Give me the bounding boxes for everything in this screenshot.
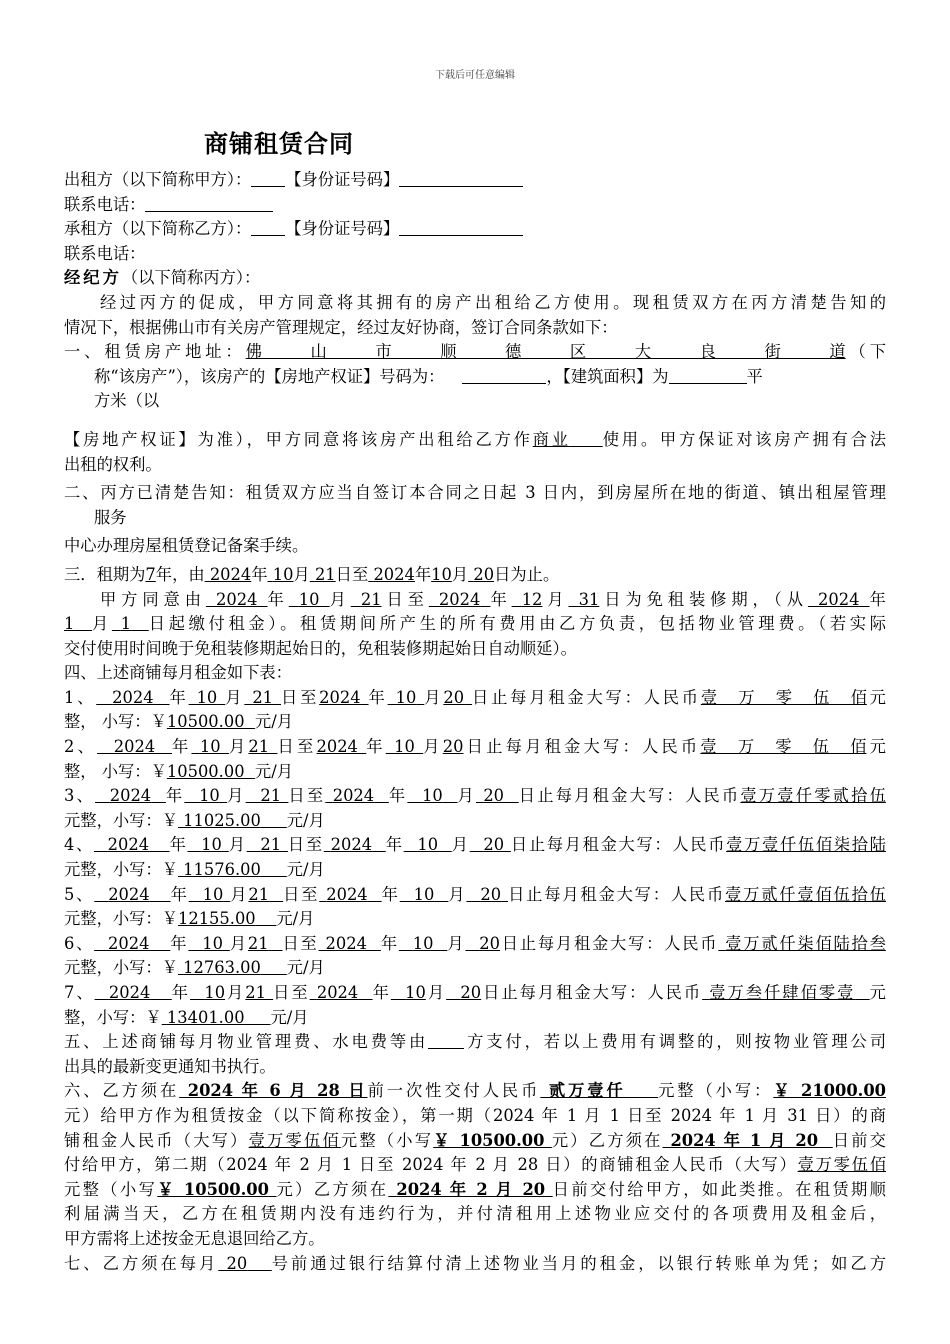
text: 元 — [866, 737, 886, 757]
rent-amount-figure: 10500.00 — [166, 712, 245, 732]
clause-5-line-1 — [64, 1030, 886, 1055]
text: 年 — [267, 589, 289, 609]
text: 日至 — [277, 737, 317, 757]
text: 元 — [869, 983, 886, 1002]
text: 年 — [171, 737, 192, 757]
text: 月 — [424, 687, 444, 707]
text: 月 — [227, 786, 246, 806]
clause-1-line-2 — [64, 365, 886, 390]
value: 2024 年 2 月 20 — [396, 1179, 546, 1199]
text: 经纪方 — [64, 268, 122, 288]
text: 日为免租装修期，（从 — [599, 589, 808, 609]
text: 三．租期为 — [64, 564, 146, 584]
text: 月 — [423, 737, 443, 757]
clause-3-line-3 — [64, 612, 886, 637]
rent-amount-figure: 10500.00 — [166, 761, 245, 781]
text: 日起缴付租金）。租赁期间所产生的所有费用由乙方负责，包括物业管理费。（若实际 — [148, 614, 886, 634]
text: 月 — [228, 737, 249, 757]
text: （下 — [845, 342, 886, 362]
value: 10 — [394, 737, 415, 757]
value: 2024 — [108, 933, 150, 953]
text: 月 — [229, 933, 248, 953]
text: 2、 — [64, 737, 98, 757]
value: 2024 年 1 月 20 — [670, 1130, 819, 1150]
text: 日为止。 — [494, 564, 560, 584]
text: 铺租金人民币（大写） — [64, 1130, 249, 1150]
text: 年 — [372, 983, 391, 1002]
text: 元整，小写：￥ — [64, 810, 178, 830]
value: 10 — [395, 687, 417, 707]
rent-amount-figure: 13401.00 — [166, 1007, 245, 1027]
value: 21 — [314, 564, 336, 584]
text: 年 — [165, 786, 185, 806]
rent-row-5 — [64, 883, 886, 908]
text: 日至 — [288, 786, 326, 806]
text: 月 — [329, 589, 351, 609]
value: 20 — [483, 835, 505, 855]
clause-2-line-3: 中心办理房屋租赁登记备案手续。 — [64, 536, 309, 556]
text: 年 — [368, 687, 388, 707]
text: 【房地产权证】为准），甲方同意将该房产出租给乙方作 — [64, 429, 533, 449]
clause-5-line-2: 出具的最新变更通知书执行。 — [64, 1056, 276, 1076]
value: 31 — [578, 589, 600, 609]
value: 壹万零伍佰 — [797, 1155, 886, 1175]
text: 号前通过银行结算付清上述物业当月的租金，以银行转账单为凭；如乙方 — [271, 1253, 886, 1273]
text: 元整（小写 — [340, 1130, 434, 1150]
value: 1 — [120, 614, 132, 634]
text: 日至 — [282, 933, 319, 953]
text: 日止每月租金大写：人民币 — [518, 786, 741, 806]
rent-row-7 — [64, 981, 886, 1006]
text: 日至 — [281, 687, 320, 707]
value: 20 — [473, 564, 495, 584]
text: 前一次性交付人民币 — [367, 1081, 541, 1101]
text: 日至 — [381, 589, 429, 609]
clause-2-line-2: 服务 — [94, 507, 127, 527]
value: ￥ 10500.00 — [157, 1179, 269, 1199]
text: 年 — [169, 687, 189, 707]
text: 元整，小写：￥ — [64, 860, 178, 880]
value: 2024 — [112, 687, 154, 707]
text: 称“该房产”），该房产的【房地产权证】号码为： — [94, 366, 445, 386]
text: 日至 — [287, 835, 324, 855]
value: 10 — [413, 884, 435, 904]
text: 【身份证号码】 — [285, 219, 400, 239]
clause-4-heading: 四、上述商铺每月租金如下表： — [64, 663, 292, 683]
value: 7 — [145, 564, 156, 584]
text: 月 — [457, 786, 476, 806]
deposit-amount-figure: ￥ 21000.00 — [773, 1081, 886, 1101]
value: 2024 — [438, 589, 481, 609]
text: 五、上述商铺每月物业管理费、水电费等由 — [64, 1032, 429, 1052]
blank-field — [462, 367, 546, 384]
rent-amount-words: 壹万贰仟柒佰陆拾叁 — [725, 933, 886, 953]
value: 2024 — [108, 884, 150, 904]
deposit-due-date: 2024 年 6 月 28 日 — [187, 1081, 368, 1101]
text: 方支付，若以上费用有调整的，则按物业管理公司 — [464, 1032, 886, 1052]
value: 2024 — [107, 835, 150, 855]
usage-value: 商业 — [532, 429, 571, 449]
text: 元/月 — [286, 958, 325, 978]
text: 月 — [92, 614, 112, 634]
text: 日止每月租金大写：人民币 — [481, 983, 703, 1002]
blank-field — [251, 170, 285, 187]
property-address: 佛山市顺德区大良街道 — [245, 342, 846, 362]
text: 日前交 — [832, 1130, 886, 1150]
rent-row-4 — [64, 833, 886, 858]
text: 年 — [169, 835, 188, 855]
value: 2024 — [216, 589, 258, 609]
value: 21 — [252, 687, 274, 707]
value: 2024 — [332, 786, 375, 806]
rent-row-3-small — [64, 809, 886, 834]
value: 2024 — [109, 786, 152, 806]
clause-1-line-4 — [64, 428, 886, 453]
clause-7-line-1 — [64, 1252, 886, 1277]
text: 整， 小写：￥ — [64, 712, 167, 732]
rent-row-3 — [64, 784, 886, 809]
text: 七、乙方须在每月 — [64, 1253, 219, 1273]
value: 2024 — [330, 835, 373, 855]
rent-row-2-small — [64, 760, 886, 785]
text: 月 — [425, 983, 447, 1002]
rent-row-7-small — [64, 1006, 886, 1031]
text: 7、 — [64, 983, 95, 1002]
value: 2024 — [818, 589, 860, 609]
text: 日止每月租金大写：人民币 — [508, 884, 726, 904]
text: 元整，小写：￥ — [64, 909, 178, 929]
text: 4、 — [64, 835, 94, 855]
rent-amount-words: 壹万贰仟壹佰伍拾伍 — [725, 884, 886, 904]
rent-row-2 — [64, 735, 886, 760]
value: 2024 — [325, 933, 367, 953]
text: 年 — [380, 933, 399, 953]
text: 年 — [381, 884, 400, 904]
text: 月 — [225, 983, 246, 1002]
blank-field — [145, 195, 273, 212]
value: 2024 — [108, 983, 151, 1002]
text: 元/月 — [254, 761, 293, 781]
clause-6-line-3 — [64, 1129, 886, 1154]
value: 10 — [431, 564, 452, 584]
clause-6-line-6: 利届满当天，乙方在租赁期内没有违约行为，并付清租用上述物业应交付的各项费用及租金后， — [64, 1204, 886, 1224]
lessee-line — [64, 217, 886, 242]
value: 2024 — [319, 687, 361, 707]
clause-3-line-2 — [64, 588, 886, 613]
value: 10 — [202, 884, 224, 904]
text: 六、乙方须在 — [64, 1081, 180, 1101]
text: 月 — [451, 564, 469, 584]
text: 元整，小写：￥ — [64, 958, 178, 978]
agent-line — [64, 266, 886, 291]
text: 元/月 — [254, 712, 293, 732]
blank-field — [428, 1032, 464, 1049]
rent-row-6-small — [64, 956, 886, 981]
text: 联系电话： — [64, 243, 146, 263]
clause-3-line-1 — [64, 563, 886, 588]
value: 10 — [412, 933, 434, 953]
text: 日止每月租金大写：人民币 — [463, 737, 701, 757]
value: 20 — [442, 737, 464, 757]
value: 10 — [204, 983, 226, 1002]
value: 21 — [260, 786, 282, 806]
text: 年 — [170, 933, 189, 953]
value: 壹万零伍佰 — [248, 1130, 341, 1150]
text: 联系电话： — [64, 194, 146, 214]
value: 20 — [226, 1253, 248, 1273]
text: 元/月 — [286, 810, 325, 830]
value: 2024 — [326, 884, 368, 904]
value: 21 — [360, 589, 382, 609]
clause-1-line-1 — [64, 340, 886, 365]
text: 平 — [746, 366, 763, 386]
value: 20 — [479, 933, 501, 953]
text: 年 — [170, 884, 189, 904]
text: 元 — [866, 687, 886, 707]
blank-field — [399, 170, 523, 187]
text: 6、 — [64, 933, 95, 953]
clause-6-line-5 — [64, 1178, 886, 1203]
preamble-line-1: 经过丙方的促成，甲方同意将其拥有的房产出租给乙方使用。现租赁双方在丙方清楚告知的 — [100, 292, 886, 312]
text: 月 — [542, 589, 569, 609]
lessor-phone-line — [64, 193, 886, 218]
text: 元整（小写 — [64, 1179, 158, 1199]
value: 21 — [260, 835, 282, 855]
text: 月 — [451, 835, 470, 855]
text: 日前交付给甲方，如此类推。在租赁期顺 — [552, 1179, 886, 1199]
rent-amount-words: 壹万叁仟肆佰零壹 — [709, 983, 856, 1002]
value: 10 — [422, 786, 443, 806]
value: 2024 — [316, 737, 358, 757]
header-note: 下载后可任意编辑 — [435, 70, 515, 81]
value: 20 — [480, 884, 502, 904]
text: 元）乙方须在 — [551, 1130, 663, 1150]
value: 2024 — [373, 564, 415, 584]
rent-row-1-small — [64, 710, 886, 735]
rent-amount-figure: 11576.00 — [183, 860, 261, 880]
text: 元/月 — [276, 909, 315, 929]
blank-field — [669, 367, 747, 384]
text: 使用。甲方保证对该房产拥有合法 — [602, 429, 886, 449]
text: 月 — [448, 884, 467, 904]
rent-amount-figure: 12763.00 — [183, 958, 261, 978]
deposit-amount-words: 贰万壹仟 — [548, 1081, 626, 1101]
value: 10 — [405, 983, 426, 1002]
text: 【身份证号码】 — [285, 170, 400, 189]
clause-3-line-4: 交付使用时间晚于免租装修期起始日的，免租装修期起始日自动顺延）。 — [64, 638, 577, 658]
text: 付给甲方，第二期（2024 年 2 月 1 日至 2024 年 2 月 28 日）的商铺租金人民币（大写） — [64, 1155, 798, 1175]
text: 一、租赁房产地址： — [64, 342, 246, 362]
value: 10 — [199, 786, 220, 806]
value: 10 — [202, 933, 223, 953]
text: 日至 — [335, 564, 369, 584]
rent-row-6 — [64, 932, 886, 957]
value: 10 — [417, 835, 439, 855]
clause-6-line-4 — [64, 1153, 886, 1178]
rent-row-5-small — [64, 907, 886, 932]
clause-6-line-7: 甲方需将上述按金无息退回给乙方。 — [64, 1228, 325, 1248]
value: 20 — [443, 687, 465, 707]
rent-row-1 — [64, 686, 886, 711]
text: 元/月 — [286, 860, 325, 880]
text: 元/月 — [270, 1007, 309, 1027]
text: 月 — [225, 687, 245, 707]
text: 日止每月租金大写：人民币 — [510, 835, 727, 855]
value: 10 — [272, 564, 294, 584]
value: 1 — [64, 614, 75, 634]
rent-row-4-small — [64, 858, 886, 883]
text: 年 — [869, 589, 886, 609]
text: 月 — [230, 884, 249, 904]
value: 21 — [248, 884, 270, 904]
value: 10 — [199, 737, 221, 757]
clause-1-line-5: 出租的权利。 — [64, 454, 162, 474]
value: 21 — [248, 737, 270, 757]
text: 甲方同意由 — [100, 589, 206, 609]
document-title: 商铺租赁合同 — [204, 130, 354, 158]
value: 2024 — [113, 737, 156, 757]
text: 年 — [414, 564, 432, 584]
text: （以下简称丙方）： — [121, 268, 261, 288]
value: 10 — [201, 835, 222, 855]
value: 21 — [245, 983, 267, 1002]
text: 年 — [251, 564, 268, 584]
text: 年 — [366, 737, 386, 757]
blank-field — [251, 219, 285, 236]
text: 年 — [171, 983, 191, 1002]
rent-amount-figure: 11025.00 — [183, 810, 261, 830]
rent-amount-words: 壹万零伍佰 — [700, 687, 867, 707]
text: 元整（小写： — [658, 1081, 774, 1101]
text: 日止每月租金大写：人民币 — [472, 687, 701, 707]
clause-6-line-2: 元）给甲方作为租赁按金（以下简称按金），第一期（2024 年 1 月 1 日至 2024 年 1 月 31 日）的商 — [64, 1105, 886, 1125]
clause-6-line-1 — [64, 1079, 886, 1104]
value: 20 — [460, 983, 482, 1002]
rent-amount-figure: 12155.00 — [177, 909, 256, 929]
lessee-phone-line — [64, 242, 886, 267]
text: 1、 — [64, 687, 97, 707]
contract-body — [64, 168, 886, 1276]
text: 月 — [447, 933, 466, 953]
value: 12 — [521, 589, 543, 609]
text: 出租方（以下简称甲方）： — [64, 170, 252, 189]
value: 20 — [483, 786, 505, 806]
text: 日至 — [273, 983, 310, 1002]
text: 日止每月租金大写：人民币 — [500, 933, 719, 953]
value: 2024 — [209, 564, 252, 584]
text: 元）乙方须在 — [276, 1179, 389, 1199]
text: 日至 — [283, 884, 320, 904]
rent-amount-words: 壹万壹仟伍佰柒拾陆 — [726, 835, 886, 855]
text: 年 — [490, 589, 512, 609]
text: 年 — [388, 786, 408, 806]
text: 3、 — [64, 786, 96, 806]
value: ￥ 10500.00 — [433, 1130, 545, 1150]
text: 年，由 — [155, 564, 205, 584]
rent-amount-words: 壹万壹仟零贰拾伍 — [740, 786, 886, 806]
value: 10 — [196, 687, 218, 707]
lessor-line — [64, 168, 886, 193]
clause-2-line-1: 二、丙方已清楚告知：租赁双方应当自签订本合同之日起 3 日内，到房屋所在地的街道、镇出租屋管理 — [64, 483, 886, 503]
text: 月 — [293, 564, 310, 584]
text: 整， 小写：￥ — [64, 761, 167, 781]
preamble-line-2: 情况下，根据佛山市有关房产管理规定，经过友好协商，签订合同条款如下： — [64, 317, 618, 337]
text: ，【建筑面积】为 — [546, 366, 669, 386]
clause-1-line-3: 方米（以 — [94, 391, 160, 411]
value: 2024 — [316, 983, 359, 1002]
value: 21 — [247, 933, 269, 953]
text: 年 — [385, 835, 404, 855]
blank-field — [399, 219, 523, 236]
text: 承租方（以下简称乙方）： — [64, 219, 252, 239]
rent-amount-words: 壹万零伍佰 — [700, 737, 867, 757]
value: 10 — [298, 589, 320, 609]
text: 月 — [228, 835, 247, 855]
text: 整，小写：￥ — [64, 1007, 162, 1027]
text: 5、 — [64, 884, 95, 904]
